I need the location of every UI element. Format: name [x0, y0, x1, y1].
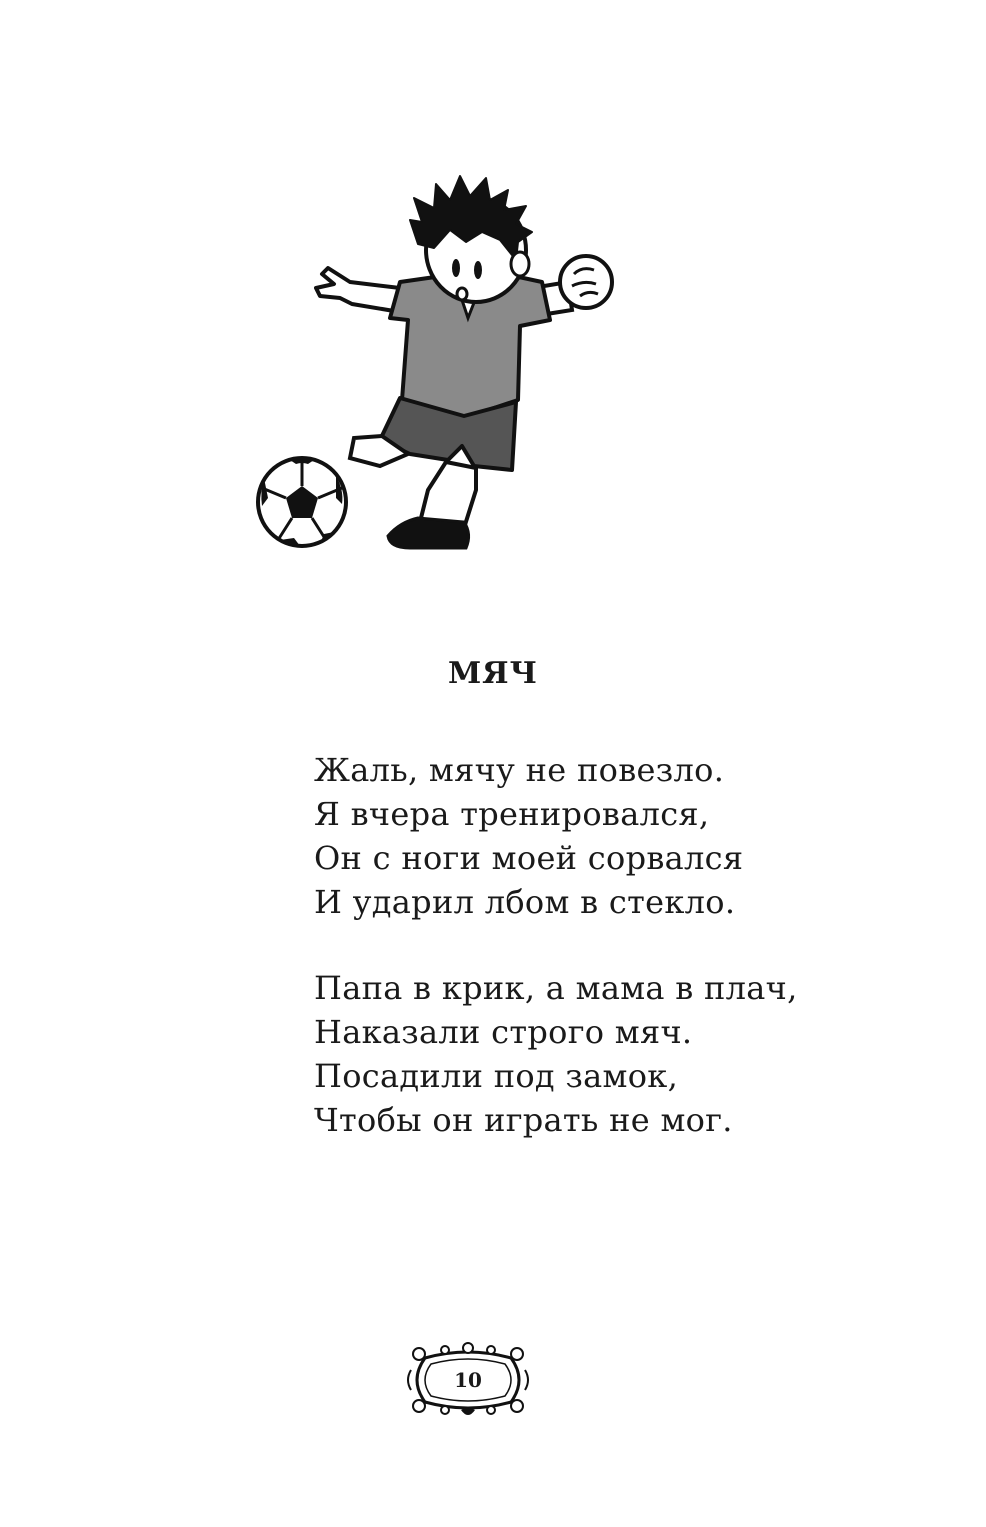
shoe	[388, 518, 469, 548]
left-arm	[316, 268, 400, 312]
verse-line: Я вчера тренировался,	[314, 795, 710, 833]
stanza-1	[314, 748, 743, 924]
stanza-2	[314, 966, 798, 1142]
boy-kicking-ball-illustration	[250, 170, 630, 560]
soccer-ball-icon	[258, 457, 346, 546]
verse-line: Посадили под замок,	[314, 1057, 679, 1095]
page-number: 10	[454, 1368, 482, 1392]
verse-line: Наказали строго мяч.	[314, 1013, 693, 1051]
verse-line: Чтобы он играть не мог.	[314, 1101, 733, 1139]
verse-line: Папа в крик, а мама в плач,	[314, 969, 798, 1007]
verse-line: Он с ноги моей сорвался	[314, 839, 744, 877]
poem-title: МЯЧ	[447, 656, 539, 691]
verse-line: И ударил лбом в стекло.	[314, 883, 736, 921]
verse-line: Жаль, мячу не повезло.	[314, 751, 725, 789]
